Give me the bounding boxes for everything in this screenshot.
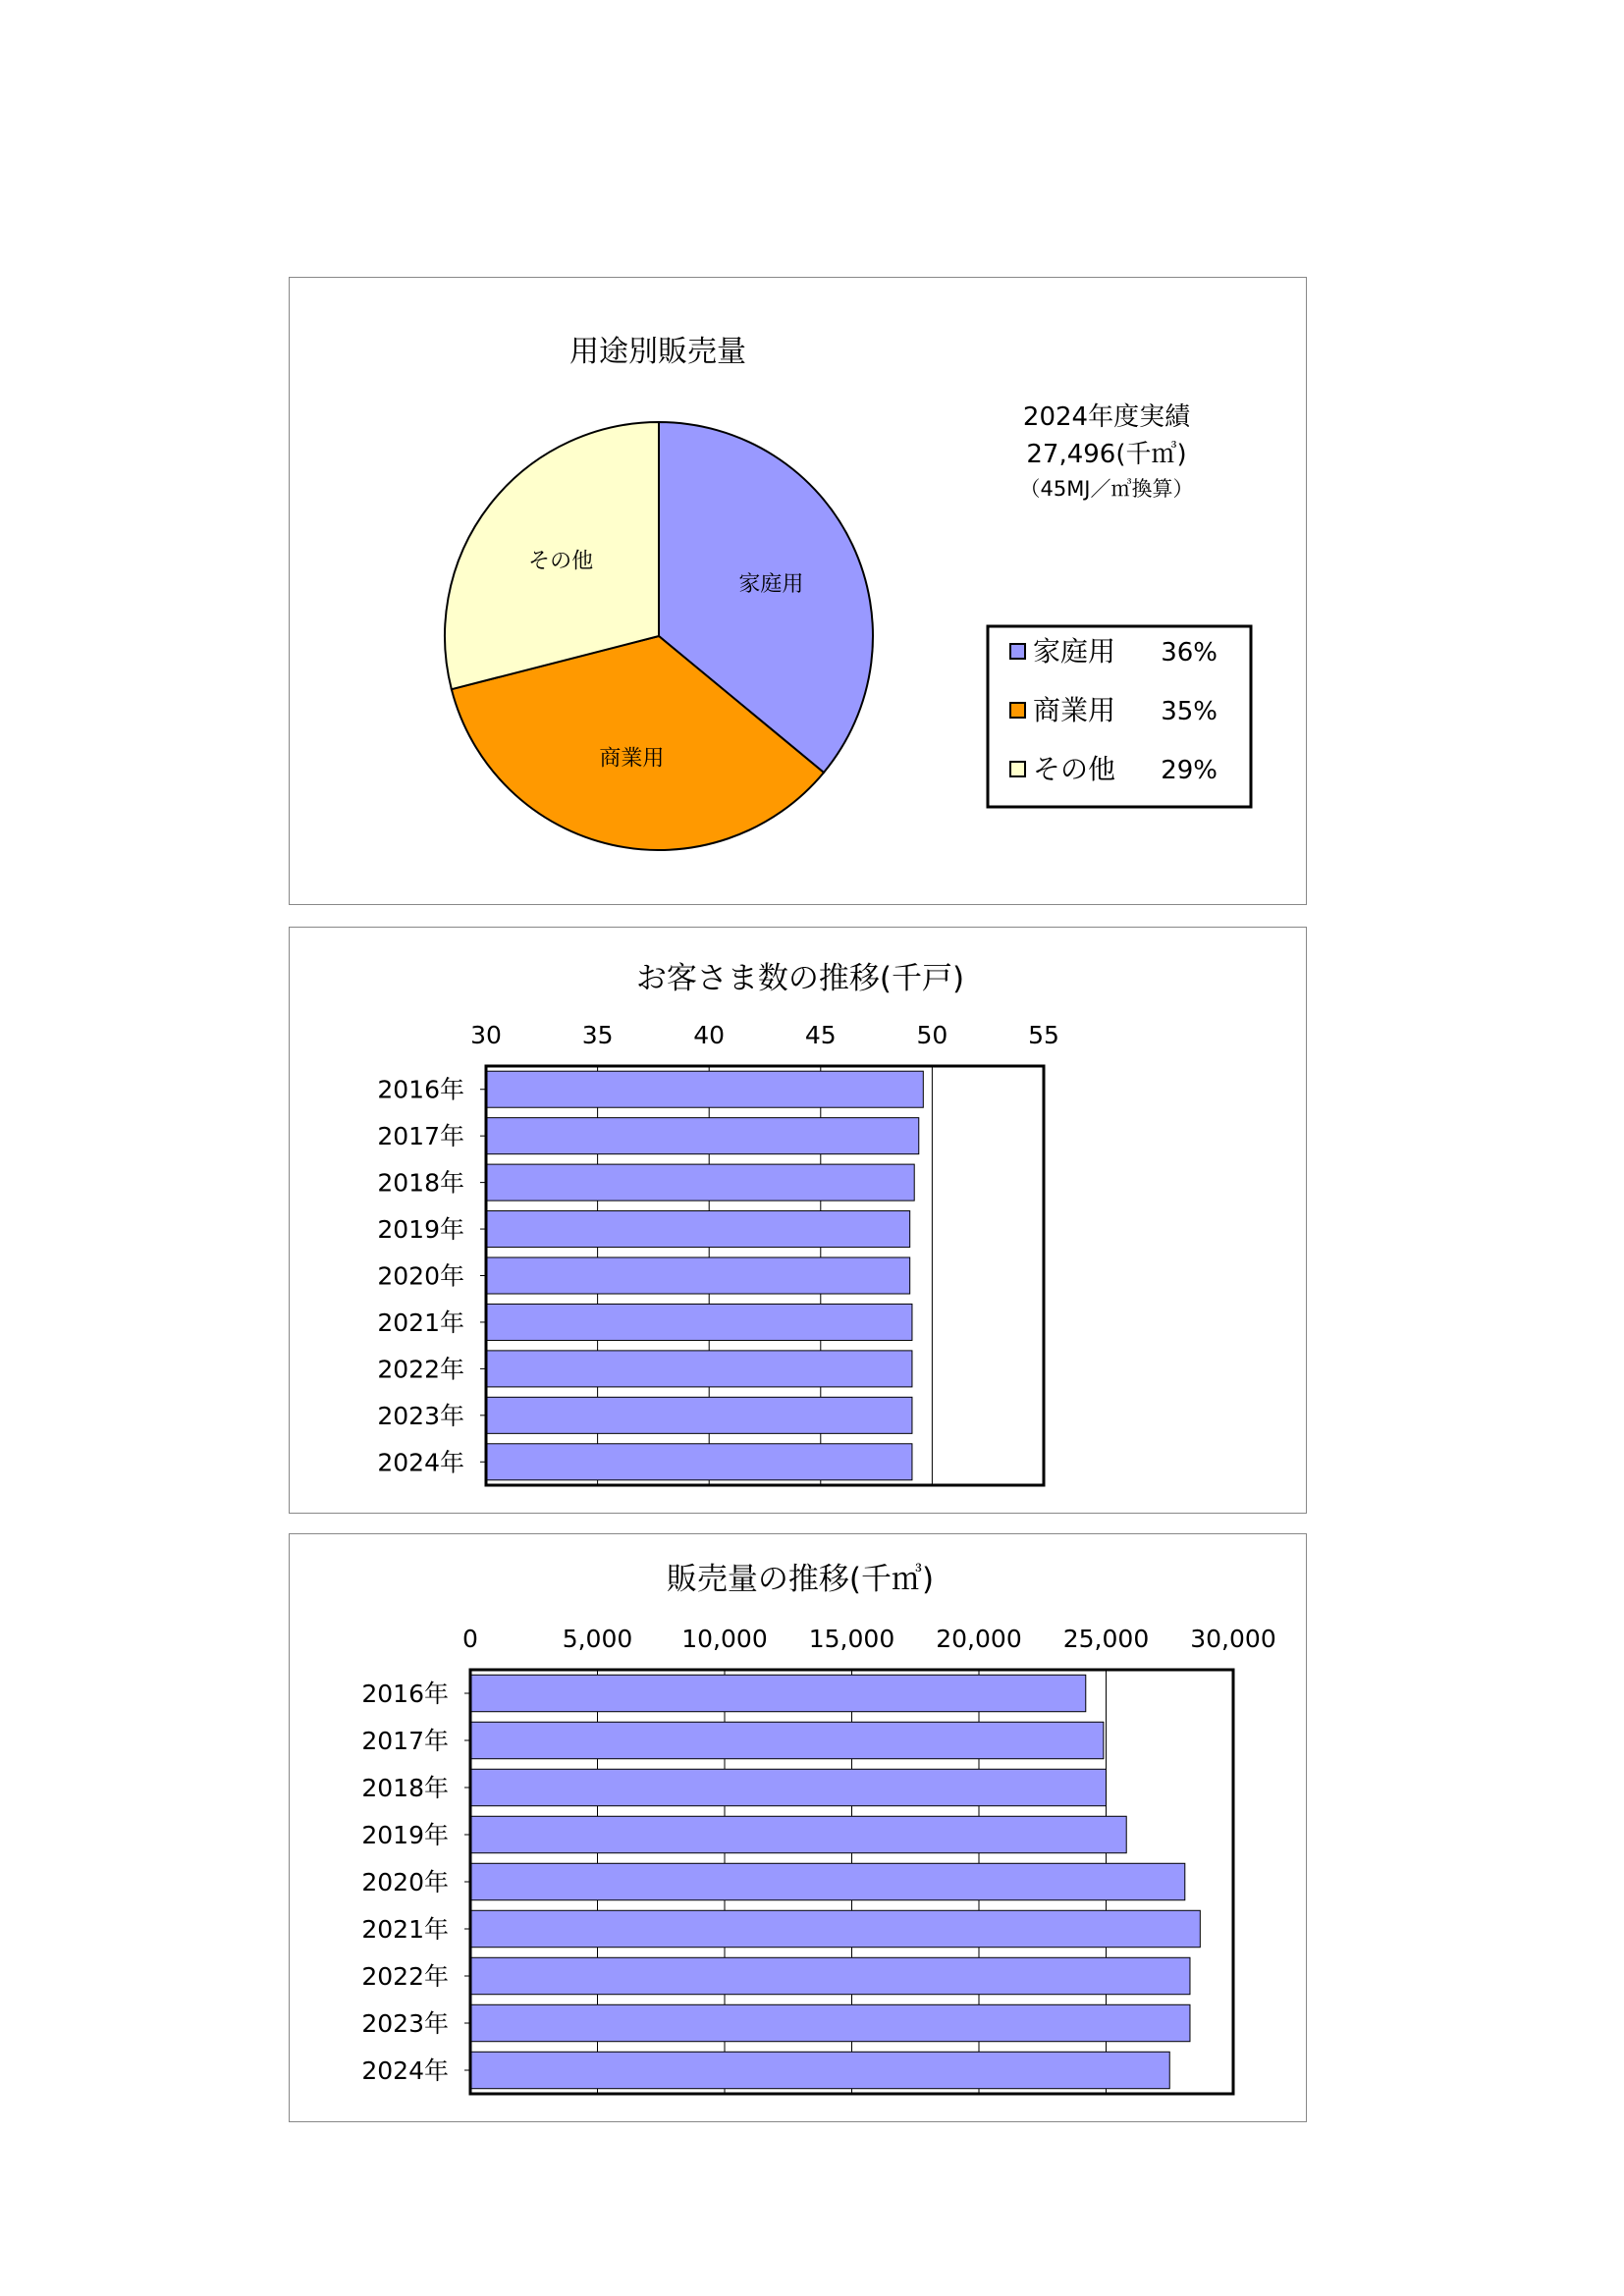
legend-value: 36% bbox=[1161, 638, 1218, 667]
y-tick-label: 2022年 bbox=[361, 1962, 449, 1991]
x-tick-label: 35 bbox=[581, 1021, 614, 1049]
pie-chart-panel bbox=[289, 277, 1307, 905]
x-tick-label: 40 bbox=[693, 1021, 726, 1049]
legend-swatch bbox=[1010, 644, 1025, 659]
y-tick-label: 2016年 bbox=[377, 1075, 464, 1104]
y-tick-label: 2023年 bbox=[361, 2009, 449, 2038]
y-tick-label: 2019年 bbox=[361, 1821, 449, 1849]
y-tick-label: 2024年 bbox=[361, 2056, 449, 2085]
y-tick-label: 2016年 bbox=[361, 1680, 449, 1708]
slice-label: その他 bbox=[528, 549, 594, 574]
x-tick-label: 50 bbox=[916, 1021, 948, 1049]
y-tick-label: 2021年 bbox=[361, 1915, 449, 1944]
chart-title: 用途別販売量 bbox=[569, 335, 746, 369]
bar bbox=[470, 2004, 1190, 2041]
chart-note: 27,496(千㎥) bbox=[1026, 440, 1187, 469]
bar bbox=[486, 1211, 910, 1248]
bar bbox=[470, 1910, 1200, 1947]
x-tick-label: 30 bbox=[470, 1021, 502, 1049]
bar bbox=[470, 1816, 1126, 1852]
legend-swatch bbox=[1010, 762, 1025, 776]
volume-chart-panel bbox=[289, 1533, 1307, 2122]
legend-value: 29% bbox=[1161, 756, 1218, 785]
bar bbox=[486, 1444, 912, 1480]
chart-title: お客さま数の推移(千戸) bbox=[635, 961, 965, 996]
chart-note: 2024年度実績 bbox=[1022, 402, 1191, 432]
chart-title: 販売量の推移(千㎥) bbox=[666, 1562, 935, 1597]
x-tick-label: 30,000 bbox=[1190, 1625, 1276, 1653]
x-tick-label: 20,000 bbox=[936, 1625, 1022, 1653]
customers-chart-panel bbox=[289, 927, 1307, 1514]
bar bbox=[470, 1769, 1107, 1805]
x-tick-label: 55 bbox=[1028, 1021, 1059, 1049]
y-tick-label: 2020年 bbox=[361, 1868, 449, 1896]
legend-swatch bbox=[1010, 703, 1025, 718]
bar bbox=[486, 1304, 912, 1340]
legend-value: 35% bbox=[1161, 697, 1218, 726]
y-tick-label: 2018年 bbox=[377, 1168, 464, 1198]
x-tick-label: 25,000 bbox=[1062, 1625, 1150, 1653]
y-tick-label: 2018年 bbox=[361, 1774, 449, 1802]
chart-note: （45MJ／㎥換算） bbox=[1019, 477, 1194, 501]
y-tick-label: 2024年 bbox=[377, 1448, 464, 1477]
x-tick-label: 45 bbox=[804, 1021, 837, 1049]
y-tick-label: 2019年 bbox=[377, 1215, 464, 1245]
bar bbox=[486, 1351, 912, 1387]
y-tick-label: 2017年 bbox=[377, 1122, 464, 1151]
bar bbox=[470, 2052, 1169, 2088]
bar bbox=[486, 1257, 910, 1294]
bar bbox=[470, 1675, 1086, 1711]
x-tick-label: 10,000 bbox=[681, 1625, 768, 1653]
y-tick-label: 2023年 bbox=[377, 1401, 464, 1430]
y-tick-label: 2022年 bbox=[377, 1355, 464, 1384]
legend-label: 家庭用 bbox=[1033, 635, 1116, 667]
customers-bar-chart bbox=[290, 928, 1308, 1515]
bar bbox=[486, 1071, 923, 1107]
pie-chart bbox=[290, 278, 1308, 906]
bar bbox=[486, 1164, 914, 1201]
volume-bar-chart bbox=[290, 1534, 1308, 2123]
bar bbox=[470, 1957, 1190, 1994]
x-tick-label: 5,000 bbox=[562, 1625, 633, 1653]
x-tick-label: 15,000 bbox=[808, 1625, 895, 1653]
slice-label: 家庭用 bbox=[738, 572, 804, 598]
legend-label: 商業用 bbox=[1033, 694, 1116, 726]
y-tick-label: 2017年 bbox=[361, 1727, 449, 1755]
x-tick-label: 0 bbox=[462, 1625, 478, 1653]
slice-label: 商業用 bbox=[599, 746, 665, 772]
bar bbox=[486, 1397, 912, 1433]
bar bbox=[470, 1863, 1185, 1899]
y-tick-label: 2021年 bbox=[377, 1308, 464, 1337]
y-tick-label: 2020年 bbox=[377, 1261, 464, 1291]
bar bbox=[486, 1118, 919, 1154]
bar bbox=[470, 1722, 1104, 1758]
legend-label: その他 bbox=[1033, 753, 1116, 785]
